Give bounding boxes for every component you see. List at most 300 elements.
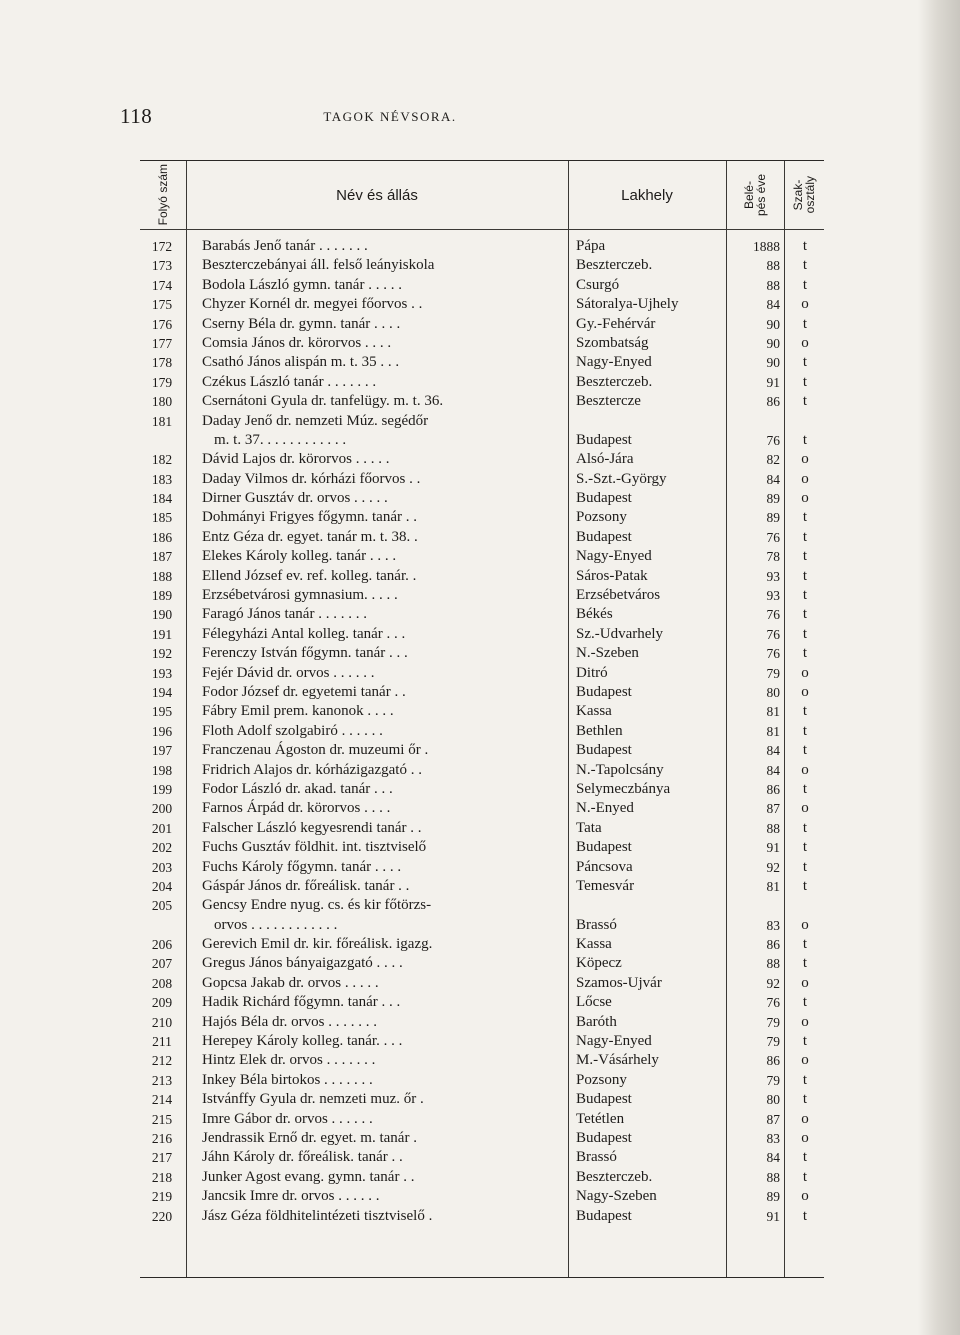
- member-name-line: Hadik Richárd főgymn. tanár . . .: [202, 994, 401, 1011]
- table-row: [140, 1187, 824, 1206]
- table-row: [140, 508, 824, 527]
- member-name: [202, 702, 557, 721]
- member-name: [202, 470, 557, 489]
- member-join-year: 88: [766, 277, 780, 293]
- table-row: [140, 256, 824, 275]
- member-residence: Sáros-Patak: [576, 567, 648, 584]
- member-name-line: Elekes Károly kolleg. tanár . . . .: [202, 548, 397, 565]
- member-section: o: [801, 334, 809, 351]
- member-residence: Erzsébetváros: [576, 587, 661, 604]
- member-name-line: Gencsy Endre nyug. cs. és kir főtörzs-: [202, 897, 432, 914]
- member-number: 212: [151, 1053, 173, 1069]
- member-section: t: [802, 858, 808, 875]
- member-name: [202, 392, 557, 411]
- member-join-year: 88: [766, 258, 780, 274]
- member-section: t: [802, 373, 808, 390]
- member-residence: Budapest: [576, 528, 632, 545]
- column-header-name: Név és állás: [336, 186, 418, 204]
- member-residence: Budapest: [576, 1091, 632, 1108]
- member-join-year: 86: [766, 781, 780, 797]
- member-section: t: [802, 780, 808, 797]
- member-name: [202, 838, 557, 857]
- member-number: 192: [151, 646, 173, 662]
- table-row: [140, 741, 824, 760]
- member-name-continuation: m. t. 37. . . . . . . . . . . .: [214, 431, 347, 448]
- member-residence: Sz.-Udvarhely: [576, 625, 664, 642]
- member-section: o: [801, 1052, 809, 1069]
- member-name: [202, 567, 557, 586]
- member-name-line: Daday Vilmos dr. kórházi főorvos . .: [202, 470, 421, 487]
- column-header-residence: Lakhely: [621, 186, 673, 204]
- member-name-line: Daday Jenő dr. nemzeti Múz. segédőr: [202, 412, 429, 429]
- member-number: 183: [151, 471, 173, 487]
- member-number: 172: [151, 239, 173, 254]
- member-name-line: Fejér Dávid dr. orvos . . . . . .: [202, 664, 375, 681]
- member-name: [202, 1090, 557, 1109]
- member-residence: Tata: [576, 819, 602, 836]
- member-number: 210: [151, 1014, 173, 1030]
- table-row: [140, 858, 824, 877]
- member-number: 181: [151, 413, 173, 429]
- table-row: [140, 664, 824, 683]
- member-name: [202, 1071, 557, 1090]
- member-residence: Beszterczeb.: [576, 257, 653, 274]
- page-edge-shadow: [918, 0, 960, 1335]
- member-section: o: [801, 490, 809, 507]
- member-join-year: 81: [766, 723, 780, 739]
- member-section: o: [801, 800, 809, 817]
- table-row: [140, 1051, 824, 1070]
- member-join-year: 80: [766, 685, 780, 700]
- member-section: o: [801, 1013, 809, 1030]
- table-row: [140, 373, 824, 392]
- member-name-continuation: orvos . . . . . . . . . . . .: [214, 916, 338, 933]
- member-number: 213: [151, 1072, 173, 1088]
- member-number: 176: [151, 316, 173, 332]
- member-number: 195: [151, 704, 173, 720]
- member-join-year: 89: [766, 1189, 780, 1205]
- member-number: 196: [151, 723, 173, 739]
- table-row: [140, 974, 824, 993]
- member-residence: Selymeczbánya: [576, 780, 671, 797]
- member-name: [202, 508, 557, 527]
- table-row: [140, 412, 824, 451]
- member-name-line: Ellend József ev. ref. kolleg. tanár. .: [202, 567, 417, 584]
- member-section: o: [801, 916, 809, 933]
- member-join-year: 76: [766, 646, 780, 662]
- member-section: o: [801, 296, 809, 313]
- member-section: t: [802, 567, 808, 584]
- member-number: 208: [151, 975, 173, 991]
- member-residence: Beszterczе: [576, 393, 641, 410]
- table-body: [140, 237, 824, 1226]
- member-join-year: 93: [766, 588, 780, 604]
- column-header-section: Szak- osztály: [791, 176, 817, 214]
- member-section: o: [801, 451, 809, 468]
- member-join-year: 84: [766, 743, 780, 759]
- member-residence: M.-Vásárhely: [576, 1052, 659, 1069]
- member-name-line: Dávid Lajos dr. körorvos . . . . .: [202, 451, 390, 468]
- member-join-year: 79: [766, 665, 780, 681]
- table-row: [140, 1148, 824, 1167]
- member-name-line: Chyzer Kornél dr. megyei főorvos . .: [202, 296, 423, 313]
- member-section: t: [802, 1149, 808, 1166]
- header-rule: [140, 229, 824, 230]
- table-row: [140, 935, 824, 954]
- member-name: [202, 1032, 557, 1051]
- member-name: [202, 935, 557, 954]
- member-residence: Szombatság: [576, 334, 649, 351]
- member-number: 214: [151, 1092, 173, 1108]
- member-name: [202, 741, 557, 760]
- member-table: [140, 160, 824, 1278]
- table-row: [140, 780, 824, 799]
- member-name-line: Inkey Béla birtokos . . . . . . .: [202, 1071, 373, 1088]
- member-section: t: [802, 393, 808, 410]
- member-number: 178: [151, 355, 173, 371]
- table-row: [140, 1013, 824, 1032]
- member-section: t: [802, 1071, 808, 1088]
- member-name: [202, 974, 557, 993]
- member-residence: Kassa: [576, 703, 612, 720]
- member-join-year: 1888: [753, 239, 780, 254]
- member-name: [202, 256, 557, 275]
- member-name: [202, 780, 557, 799]
- member-number: 200: [151, 801, 173, 817]
- table-row: [140, 1032, 824, 1051]
- member-section: t: [802, 1033, 808, 1050]
- member-join-year: 76: [766, 607, 780, 623]
- member-join-year: 90: [766, 355, 780, 371]
- table-row: [140, 450, 824, 469]
- table-row: [140, 605, 824, 624]
- member-name: [202, 1110, 557, 1129]
- member-section: o: [801, 1110, 809, 1127]
- member-join-year: 86: [766, 394, 780, 410]
- member-name: [202, 954, 557, 973]
- member-name: [202, 295, 557, 314]
- member-name-line: Junker Agost evang. gymn. tanár . .: [202, 1168, 415, 1185]
- member-section: t: [802, 819, 808, 836]
- member-join-year: 83: [766, 1131, 780, 1146]
- member-number: 190: [151, 607, 173, 623]
- member-name-line: Jáhn Károly dr. főreálisk. tanár . .: [202, 1149, 403, 1166]
- member-residence: Budapest: [576, 431, 632, 448]
- member-residence: Nagy-Enyed: [576, 354, 652, 371]
- member-name: [202, 761, 557, 780]
- member-name-line: Istvánffy Gyula dr. nemzeti muz. őr .: [202, 1091, 424, 1108]
- member-number: 193: [151, 665, 173, 681]
- table-row: [140, 353, 824, 372]
- member-name: [202, 896, 557, 935]
- member-name-line: Jancsik Imre dr. orvos . . . . . .: [202, 1188, 380, 1205]
- member-name-line: Dirner Gusztáv dr. orvos . . . . .: [202, 490, 388, 507]
- member-residence: Temesvár: [576, 877, 635, 894]
- member-name: [202, 858, 557, 877]
- member-section: t: [802, 722, 808, 739]
- member-name-line: Gregus János bányaigazgató . . . .: [202, 955, 403, 972]
- member-residence: Pozsony: [576, 1071, 627, 1088]
- member-residence: Budapest: [576, 1130, 632, 1146]
- member-join-year: 86: [766, 1053, 780, 1069]
- member-section: t: [802, 955, 808, 972]
- member-section: o: [801, 761, 809, 778]
- member-name-line: Csernátoni Gyula dr. tanfelügy. m. t. 36.: [202, 393, 444, 410]
- table-row: [140, 276, 824, 295]
- member-section: t: [802, 257, 808, 274]
- member-join-year: 92: [766, 859, 780, 875]
- page-header: [0, 104, 960, 134]
- member-name: [202, 722, 557, 741]
- member-number: 189: [151, 588, 173, 604]
- member-name: [202, 237, 557, 256]
- member-join-year: 76: [766, 529, 780, 545]
- member-join-year: 76: [766, 432, 780, 448]
- member-name: [202, 276, 557, 295]
- member-section: t: [802, 1168, 808, 1185]
- table-row: [140, 702, 824, 721]
- member-join-year: 79: [766, 1034, 780, 1050]
- member-section: t: [802, 315, 808, 332]
- column-header-year: Belé- pés éve: [742, 173, 768, 217]
- table-row: [140, 799, 824, 818]
- member-name-line: Gopcsa Jakab dr. orvos . . . . .: [202, 974, 379, 991]
- member-residence: N.-Tapolcsány: [576, 761, 664, 778]
- member-residence: Bethlen: [576, 722, 623, 739]
- member-number: 182: [151, 452, 173, 468]
- member-name-line: Czékus László tanár . . . . . . .: [202, 373, 377, 390]
- member-join-year: 88: [766, 1169, 780, 1185]
- member-section: t: [802, 839, 808, 856]
- member-name-line: Fuchs Gusztáv földhit. int. tisztviselő: [202, 839, 427, 856]
- member-number: 191: [151, 626, 173, 642]
- table-row: [140, 528, 824, 547]
- member-residence: Alsó-Jára: [576, 451, 634, 468]
- member-section: t: [802, 994, 808, 1011]
- member-join-year: 82: [766, 452, 780, 468]
- table-row: [140, 1110, 824, 1129]
- member-section: t: [802, 509, 808, 526]
- member-name-line: Erzsébetvárosi gymnasium. . . . .: [202, 587, 398, 604]
- member-residence: Baróth: [576, 1013, 617, 1030]
- member-join-year: 86: [766, 937, 780, 953]
- member-section: t: [802, 548, 808, 565]
- member-section: t: [802, 354, 808, 371]
- member-name-line: Hintz Elek dr. orvos . . . . . . .: [202, 1052, 376, 1069]
- table-row: [140, 1071, 824, 1090]
- member-name: [202, 877, 557, 896]
- member-number: 205: [151, 898, 173, 914]
- member-section: t: [802, 528, 808, 545]
- running-title: TAGOK NÉVSORA.: [323, 109, 457, 124]
- member-name: [202, 1129, 557, 1148]
- member-name: [202, 1207, 557, 1226]
- member-number: 199: [151, 781, 173, 797]
- member-name: [202, 644, 557, 663]
- table-row: [140, 954, 824, 973]
- member-section: t: [802, 1091, 808, 1108]
- member-number: 204: [151, 878, 173, 894]
- member-section: o: [801, 470, 809, 487]
- member-residence: Lőcse: [576, 994, 612, 1011]
- member-residence: Tetétlen: [576, 1110, 625, 1127]
- member-name: [202, 1187, 557, 1206]
- member-number: 180: [151, 394, 173, 410]
- member-section: t: [802, 703, 808, 720]
- member-residence: Budapest: [576, 684, 632, 700]
- member-residence: Beszterczeb.: [576, 373, 653, 390]
- member-name-line: Csathó János alispán m. t. 35 . . .: [202, 354, 400, 371]
- member-number: 187: [151, 549, 173, 565]
- member-number: 184: [151, 491, 173, 507]
- member-number: 201: [151, 820, 173, 836]
- member-section: t: [802, 1207, 808, 1224]
- member-number: 186: [151, 529, 173, 545]
- member-join-year: 88: [766, 956, 780, 972]
- member-join-year: 76: [766, 626, 780, 642]
- member-residence: Szamos-Ujvár: [576, 974, 662, 991]
- member-residence: Budapest: [576, 1207, 632, 1224]
- member-section: t: [802, 877, 808, 894]
- member-residence: Köpecz: [576, 955, 622, 972]
- member-name-line: Entz Géza dr. egyet. tanár m. t. 38. .: [202, 528, 418, 545]
- member-section: t: [802, 936, 808, 953]
- member-join-year: 79: [766, 1014, 780, 1030]
- member-number: 174: [151, 277, 173, 293]
- member-section: o: [801, 1130, 809, 1146]
- member-residence: Békés: [576, 606, 613, 623]
- member-name-line: Ferenczy István főgymn. tanár . . .: [202, 645, 408, 662]
- member-residence: N.-Enyed: [576, 800, 634, 817]
- table-row: [140, 315, 824, 334]
- member-residence: Csurgó: [576, 276, 620, 293]
- member-number: 175: [151, 297, 173, 313]
- member-number: 194: [151, 685, 173, 700]
- member-join-year: 87: [766, 801, 780, 817]
- member-residence: Nagy-Enyed: [576, 1033, 652, 1050]
- member-number: 219: [151, 1189, 173, 1205]
- member-name: [202, 1013, 557, 1032]
- member-number: 202: [151, 840, 173, 856]
- member-section: t: [802, 587, 808, 604]
- member-number: 185: [151, 510, 173, 526]
- member-name-line: Fridrich Alajos dr. kórházigazgató . .: [202, 761, 422, 778]
- table-row: [140, 295, 824, 314]
- member-name: [202, 412, 557, 451]
- member-join-year: 90: [766, 335, 780, 351]
- member-name-line: Jász Géza földhitelintézeti tisztviselő .: [202, 1207, 433, 1224]
- member-name-line: Falscher László kegyesrendi tanár . .: [202, 819, 422, 836]
- member-section: o: [801, 974, 809, 991]
- table-row: [140, 1207, 824, 1226]
- member-name-line: Comsia János dr. körorvos . . . .: [202, 334, 392, 351]
- member-join-year: 81: [766, 878, 780, 894]
- member-name: [202, 315, 557, 334]
- member-residence: Budapest: [576, 490, 632, 507]
- member-name-line: Fodor József dr. egyetemi tanár . .: [202, 684, 406, 700]
- member-name: [202, 586, 557, 605]
- member-section: t: [802, 625, 808, 642]
- member-join-year: 80: [766, 1092, 780, 1108]
- member-join-year: 91: [766, 374, 780, 390]
- member-residence: Nagy-Szeben: [576, 1188, 657, 1205]
- member-residence: S.-Szt.-György: [576, 470, 667, 487]
- member-residence: Nagy-Enyed: [576, 548, 652, 565]
- member-residence: Pápa: [576, 238, 606, 254]
- member-name: [202, 334, 557, 353]
- table-row: [140, 722, 824, 741]
- member-number: 209: [151, 995, 173, 1011]
- member-name-line: Barabás Jenő tanár . . . . . . .: [202, 238, 368, 254]
- member-number: 218: [151, 1169, 173, 1185]
- member-residence: N.-Szeben: [576, 645, 639, 662]
- member-name: [202, 605, 557, 624]
- member-number: 216: [151, 1131, 173, 1146]
- member-number: 173: [151, 258, 173, 274]
- table-row: [140, 1129, 824, 1148]
- member-join-year: 76: [766, 995, 780, 1011]
- member-number: 197: [151, 743, 173, 759]
- table-row: [140, 838, 824, 857]
- member-join-year: 84: [766, 1150, 780, 1166]
- member-name-line: Bodola László gymn. tanár . . . . .: [202, 276, 402, 293]
- member-name-line: Imre Gábor dr. orvos . . . . . .: [202, 1110, 373, 1127]
- member-name-line: Farnos Árpád dr. körorvos . . . .: [202, 800, 391, 817]
- member-name-line: Félegyházi Antal kolleg. tanár . . .: [202, 625, 406, 642]
- table-row: [140, 993, 824, 1012]
- member-number: 198: [151, 762, 173, 778]
- member-name-line: Hajós Béla dr. orvos . . . . . . .: [202, 1013, 377, 1030]
- table-row: [140, 644, 824, 663]
- member-name: [202, 799, 557, 818]
- member-join-year: 83: [766, 917, 780, 933]
- table-row: [140, 683, 824, 702]
- member-name: [202, 993, 557, 1012]
- member-section: o: [801, 684, 809, 700]
- member-join-year: 84: [766, 297, 780, 313]
- member-section: o: [801, 664, 809, 681]
- member-join-year: 84: [766, 471, 780, 487]
- member-residence: Gy.-Fehérvár: [576, 315, 656, 332]
- member-join-year: 91: [766, 1208, 780, 1224]
- table-row: [140, 392, 824, 411]
- member-join-year: 90: [766, 316, 780, 332]
- member-name: [202, 528, 557, 547]
- member-name: [202, 353, 557, 372]
- member-join-year: 88: [766, 820, 780, 836]
- table-row: [140, 1090, 824, 1109]
- member-name: [202, 625, 557, 644]
- table-row: [140, 625, 824, 644]
- member-residence: Sátoralya-Ujhely: [576, 296, 679, 313]
- member-join-year: 92: [766, 975, 780, 991]
- member-name-line: Franczenau Ágoston dr. muzeumi őr .: [202, 742, 429, 759]
- table-row: [140, 489, 824, 508]
- member-name: [202, 489, 557, 508]
- table-row: [140, 586, 824, 605]
- member-join-year: 84: [766, 762, 780, 778]
- member-name: [202, 450, 557, 469]
- table-row: [140, 334, 824, 353]
- member-residence: Brassó: [576, 916, 617, 933]
- member-residence: Budapest: [576, 742, 632, 759]
- member-name: [202, 1051, 557, 1070]
- member-name: [202, 819, 557, 838]
- member-name-line: Fábry Emil prem. kanonok . . . .: [202, 703, 394, 720]
- member-name: [202, 664, 557, 683]
- member-number: 206: [151, 937, 173, 953]
- member-section: t: [802, 606, 808, 623]
